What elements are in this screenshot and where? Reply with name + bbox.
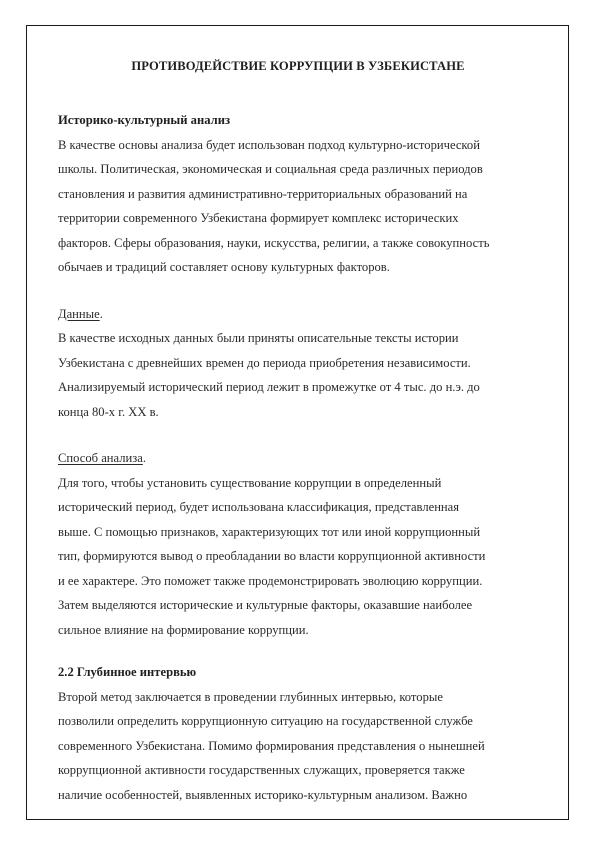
paragraph-line: тип, формируются вывод о преобладании во власти коррупционной активности	[58, 549, 486, 563]
section-heading-historical-analysis: Историко-культурный анализ	[58, 113, 231, 127]
section-heading-in-depth-interview: 2.2 Глубинное интервью	[58, 665, 197, 679]
data-label: Данные	[58, 306, 100, 321]
paragraph-line: территории современного Узбекистана формирует комплекс исторических	[58, 211, 459, 225]
paragraph-line: сильное влияние на формирование коррупции.	[58, 622, 309, 637]
paragraph-line: В качестве основы анализа будет использован подход культурно-исторической	[58, 137, 480, 152]
paragraph-line: позволили определить коррупционную ситуацию на государственной службе	[58, 714, 473, 728]
paragraph-line: современного Узбекистана. Помимо формирования представления о нынешней	[58, 738, 485, 753]
method-label: Способ анализа	[58, 451, 143, 465]
paragraph-line: обычаев и традиций составляет основу культурных факторов.	[58, 260, 390, 274]
paragraph-line: и ее характере. Это поможет также продемонстрировать эволюцию коррупции.	[58, 573, 483, 588]
paragraph-line: становления и развития административно-территориальных образований на	[58, 186, 468, 201]
paragraph-line: коррупционной активности государственных служащих, проверяется также	[58, 763, 465, 777]
method-paragraph	[58, 471, 538, 643]
document-page	[58, 52, 538, 807]
data-paragraph	[58, 326, 538, 424]
document-title: ПРОТИВОДЕЙСТВИЕ КОРРУПЦИИ В УЗБЕКИСТАНЕ	[131, 59, 465, 73]
paragraph-line: наличие особенностей, выявленных историко-культурным анализом. Важно	[58, 787, 468, 802]
interview-paragraph	[58, 685, 538, 808]
paragraph-line: В качестве исходных данных были приняты описательные тексты истории	[58, 331, 459, 345]
paragraph-line: школы. Политическая, экономическая и социальная среда различных периодов	[58, 162, 483, 176]
paragraph-line: Анализируемый исторический период лежит в промежутке от 4 тыс. до н.э. до	[58, 380, 480, 394]
paragraph-line: Узбекистана с древнейших времен до периода приобретения независимости.	[58, 355, 471, 370]
historical-analysis-paragraph	[58, 133, 538, 280]
paragraph-line: выше. С помощью признаков, характеризующих тот или иной коррупционный	[58, 524, 481, 539]
paragraph-line: исторический период, будет использована классификация, представленная	[58, 500, 460, 514]
paragraph-line: конца 80-х г. XX в.	[58, 404, 159, 419]
data-subheading	[58, 302, 538, 327]
paragraph-line: факторов. Сферы образования, науки, искусства, религии, а также совокупность	[58, 235, 490, 250]
data-label-suffix: .	[99, 306, 103, 321]
method-subheading	[58, 446, 538, 471]
paragraph-line: Для того, чтобы установить существование коррупции в определенный	[58, 475, 442, 490]
paragraph-line: Затем выделяются исторические и культурные факторы, оказавшие наиболее	[58, 598, 473, 612]
method-label-suffix: .	[142, 451, 146, 465]
paragraph-line: Второй метод заключается в проведении глубинных интервью, которые	[58, 689, 443, 704]
